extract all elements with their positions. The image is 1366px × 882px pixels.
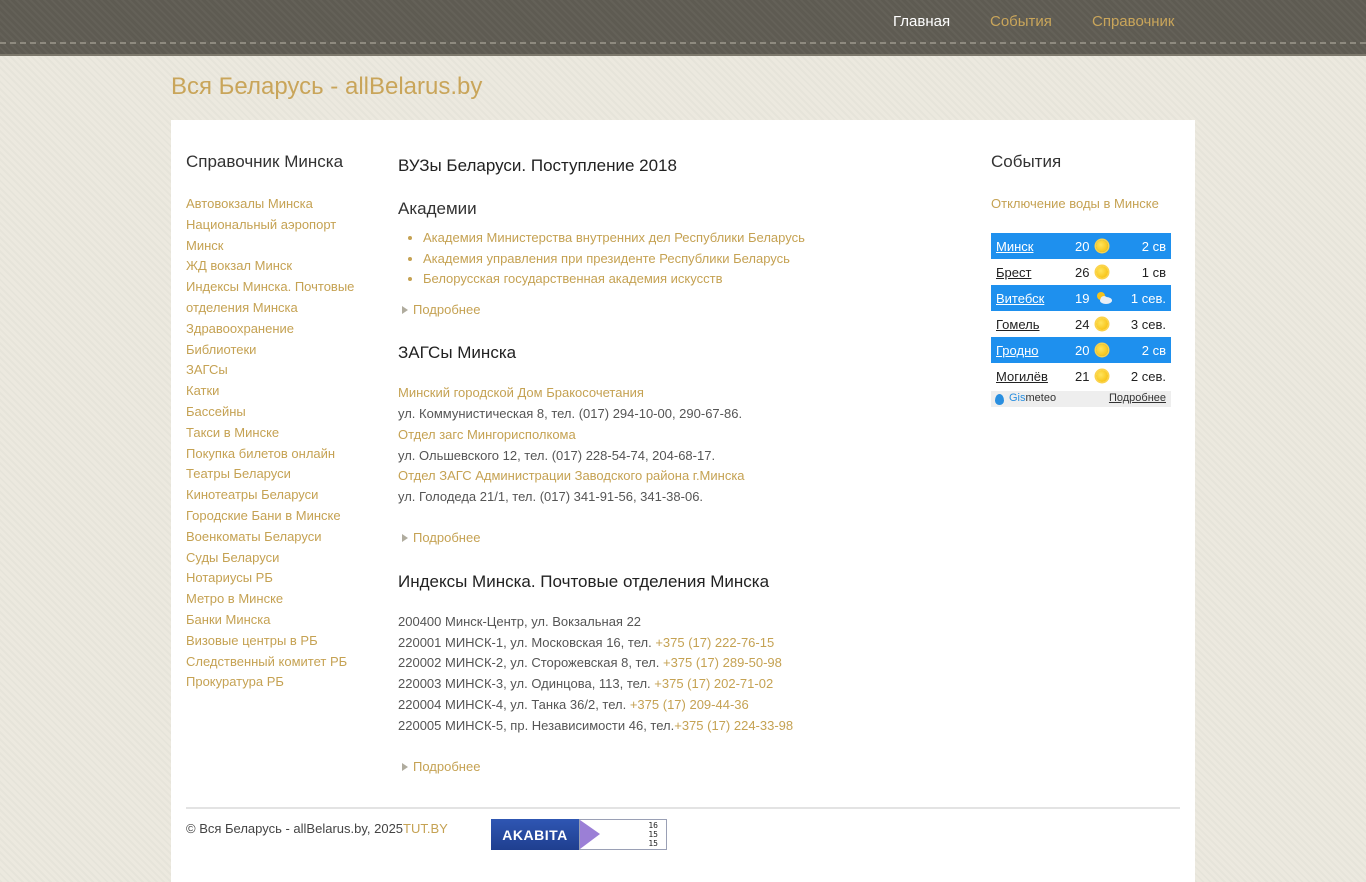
sidebar-link-bus-stations[interactable]: Автовокзалы Минска [186,196,313,211]
sidebar-link-theatres[interactable]: Театры Беларуси [186,466,291,482]
arrow-right-icon [402,534,408,542]
weather-wind: 2 св [1141,342,1166,358]
sidebar-link-investigative[interactable]: Следственный комитет РБ [186,653,348,669]
phone-link[interactable]: +375 (17) 202-71-02 [654,676,774,692]
sun-icon [1095,369,1109,383]
vuz-section-title: ВУЗы Беларуси. Поступление 2018 [398,156,677,175]
sidebar-item [186,215,366,257]
sun-icon [1095,317,1109,331]
weather-row [991,233,1171,259]
weather-city-link[interactable]: Брест [996,264,1032,280]
stitch-divider [0,42,1366,44]
more-link-zags[interactable] [398,530,958,546]
weather-details-link[interactable]: Подробнее [1108,392,1166,404]
weather-footer [991,391,1171,407]
sidebar-link-zags[interactable]: ЗАГСы [186,362,228,378]
weather-wind: 2 сев. [1130,368,1166,384]
events-title: События [991,152,1062,171]
sidebar-item [186,277,366,319]
sidebar-link-prosecutor[interactable]: Прокуратура РБ [186,674,284,690]
sidebar-link-airport[interactable]: Национальный аэропорт Минск [186,216,337,253]
sidebar-link-healthcare[interactable]: Здравоохранение [186,320,295,336]
academies-subtitle: Академии [398,199,477,218]
weather-temp: 20 [1075,342,1090,358]
sidebar-item [186,527,366,548]
copyright-text: © Вся Беларусь - allBelarus.by, 2025 [186,821,404,836]
sidebar-link-notaries[interactable]: Нотариусы РБ [186,570,273,586]
sun-icon [1095,265,1109,279]
sidebar [186,152,366,693]
zags-entry-address: ул. Голодеда 21/1, тел. (017) 341-91-56, 341-38-06. [398,489,704,505]
sidebar-link-visa[interactable]: Визовые центры в РБ [186,632,318,648]
sidebar-link-railway[interactable]: ЖД вокзал Минск [186,258,293,274]
weather-city-link[interactable]: Витебск [996,290,1045,306]
nav-item-directory[interactable]: Справочник [1092,13,1175,30]
weather-temp: 24 [1075,316,1090,332]
list-item [423,269,958,290]
nav-item-home[interactable]: Главная [893,13,951,30]
sidebar-item [186,485,366,506]
zags-list [398,383,958,508]
nav-bottom-line [0,54,1366,56]
top-navigation-bar [0,0,1366,56]
sidebar-link-banks[interactable]: Банки Минска [186,611,271,627]
water-drop-icon [995,394,1004,405]
phone-link[interactable]: +375 (17) 222-76-15 [655,634,775,650]
weather-row [991,259,1171,285]
weather-widget [991,233,1171,407]
more-link-vuz[interactable] [398,302,958,318]
sidebar-title: Справочник Минска [186,152,344,171]
tut-by-link[interactable]: TUT.BY [403,821,448,836]
sidebar-link-libraries[interactable]: Библиотеки [186,341,257,357]
sidebar-item [186,610,366,631]
zags-entry-address: ул. Ольшевского 12, тел. (017) 228-54-74, 204-68-17. [398,447,716,463]
post-list [398,612,958,737]
sidebar-link-postal[interactable]: Индексы Минска. Почтовые отделения Минска [186,279,355,315]
sidebar-link-military[interactable]: Военкоматы Беларуси [186,528,322,544]
sidebar-item [186,402,366,423]
sidebar-item [186,381,366,402]
phone-link[interactable]: +375 (17) 224-33-98 [674,717,794,733]
sidebar-item [186,548,366,569]
sidebar-link-metro[interactable]: Метро в Минске [186,591,284,607]
weather-temp: 26 [1075,264,1090,280]
sidebar-link-courts[interactable]: Суды Беларуси [186,549,280,565]
site-title[interactable]: Вся Беларусь - allBelarus.by [171,73,483,100]
sidebar-item [186,631,366,652]
sidebar-item [186,652,366,673]
weather-temp: 21 [1075,368,1090,384]
zags-entry-name[interactable]: Минский городской Дом Бракосочетания [398,385,644,401]
sidebar-item [186,464,366,485]
post-line: 220001 МИНСК-1, ул. Московская 16, тел. +375 (17) 222-76-15 [398,634,775,650]
zags-entry-name[interactable]: Отдел ЗАГС Администрации Заводского района г.Минска [398,468,745,484]
counter-values: 16 15 15 [648,821,658,848]
sidebar-item [186,506,366,527]
footer-copyright [186,821,448,837]
main-content [398,156,958,775]
more-label: Подробнее [413,529,481,545]
nav-item-events[interactable]: События [990,13,1052,30]
weather-temp: 19 [1075,290,1090,306]
events-column [991,152,1171,214]
sidebar-list [186,194,366,693]
weather-city-link[interactable]: Гродно [996,342,1039,358]
weather-wind: 1 св [1141,264,1166,280]
footer-divider [186,807,1180,809]
post-line: 220005 МИНСК-5, пр. Независимости 46, тел.+375 (17) 224-33-98 [398,717,794,733]
partly-cloudy-icon [1095,291,1109,305]
weather-city-link[interactable]: Могилёв [996,368,1048,384]
zags-entry-name[interactable]: Отдел загс Мингорисполкома [398,426,576,442]
academy-link[interactable]: Белорусская государственная академия искусств [423,271,723,287]
counter-arrow-icon [580,820,600,849]
post-line: 220004 МИНСК-4, ул. Танка 36/2, тел. +375 (17) 209-44-36 [398,697,749,713]
weather-row [991,285,1171,311]
sidebar-item [186,360,366,381]
phone-link[interactable]: +375 (17) 289-50-98 [662,655,782,671]
weather-wind: 2 св [1141,238,1166,254]
academies-list [423,228,958,290]
sidebar-link-pools[interactable]: Бассейны [186,403,246,419]
sidebar-link-tickets[interactable]: Покупка билетов онлайн [186,445,336,461]
gismeteo-logo[interactable]: Gismeteo [1009,392,1057,404]
sidebar-link-baths[interactable]: Городские Бани в Минске [186,507,341,523]
post-line: 200400 Минск-Центр, ул. Вокзальная 22 [398,613,642,629]
arrow-right-icon [402,306,408,314]
sidebar-item [186,194,366,215]
more-link-post[interactable] [398,759,958,775]
weather-wind: 1 сев. [1130,290,1166,306]
content-panel [171,120,1195,882]
list-item [423,228,958,249]
sidebar-item [186,589,366,610]
akavita-logo[interactable]: AKABITA [491,819,579,850]
academy-link[interactable]: Академия управления при президенте Республики Беларусь [423,250,790,266]
more-label: Подробнее [413,758,481,774]
list-item [423,249,958,270]
weather-row [991,363,1171,389]
post-line: 220003 МИНСК-3, ул. Одинцова, 113, тел. +375 (17) 202-71-02 [398,676,774,692]
post-line: 220002 МИНСК-2, ул. Сторожевская 8, тел. +375 (17) 289-50-98 [398,655,782,671]
akavita-counter[interactable] [579,819,667,850]
more-label: Подробнее [413,302,481,318]
weather-row [991,337,1171,363]
zags-entry-address: ул. Коммунистическая 8, тел. (017) 294-10-00, 290-67-86. [398,405,743,421]
arrow-right-icon [402,763,408,771]
sidebar-item [186,568,366,589]
post-section-title: Индексы Минска. Почтовые отделения Минска [398,571,770,591]
academy-link[interactable]: Академия Министерства внутренних дел Республики Беларусь [423,230,805,245]
weather-row [991,311,1171,337]
sidebar-item [186,672,366,693]
sidebar-link-cinemas[interactable]: Кинотеатры Беларуси [186,487,319,503]
sidebar-item [186,319,366,340]
event-link-water[interactable]: Отключение воды в Минске [991,196,1159,211]
sidebar-item [186,423,366,444]
weather-temp: 20 [1075,238,1090,254]
sidebar-link-taxi[interactable]: Такси в Минске [186,424,280,440]
weather-city-link[interactable]: Гомель [996,316,1040,332]
sidebar-item [186,256,366,277]
weather-city-link[interactable]: Минск [996,238,1034,254]
sidebar-item [186,444,366,465]
phone-link[interactable]: +375 (17) 209-44-36 [629,697,749,713]
zags-section-title: ЗАГСы Минска [398,343,517,363]
sun-icon [1095,343,1109,357]
sidebar-link-rinks[interactable]: Катки [186,383,220,399]
sun-icon [1095,239,1109,253]
sidebar-item [186,340,366,361]
weather-wind: 3 сев. [1130,316,1166,332]
